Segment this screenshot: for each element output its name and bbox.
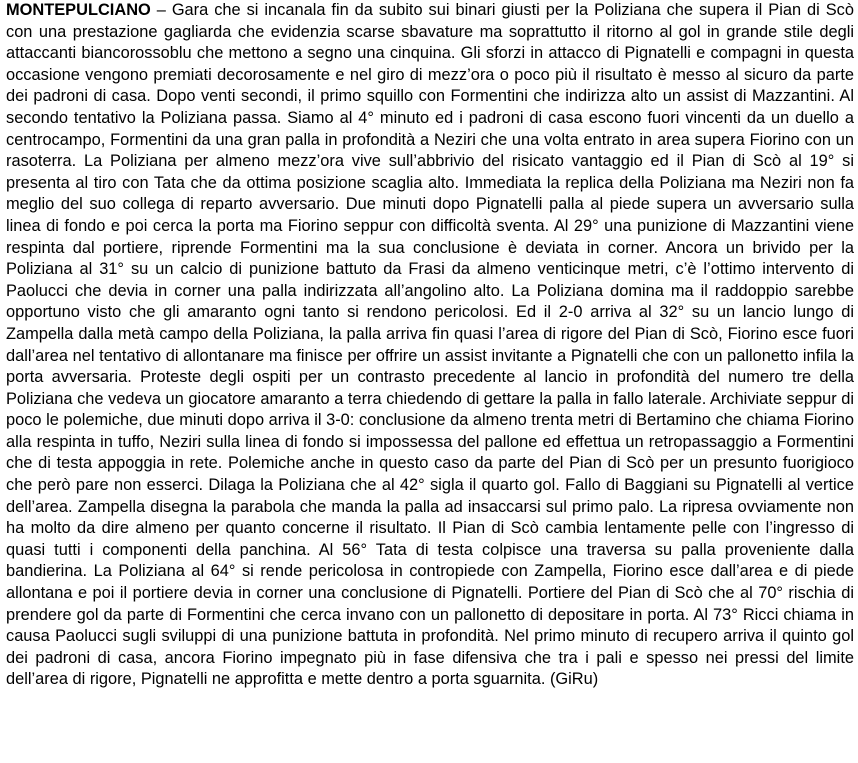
article-dateline: MONTEPULCIANO [6,1,151,19]
dateline-separator: – [150,1,172,19]
article-body: Gara che si incanala fin da subito sui binari giusti per la Poliziana che supera il Pian di Scò con una prestazione gagliarda che evidenzia scarse sbavature ma soprattutto il ritorno al gol in grande stile degli attaccanti biancorossoblu che mettono a segno una cinquina. Gli sforzi in attacco di Pignatelli e compagni in questa occasione vengono premiati decorosamente e nel giro di mezz’ora o poco più il risultato è messo al sicuro da parte dei padroni di casa. Dopo venti secondi, il primo squillo con Formentini che indirizza alto un assist di Mazzantini. Al secondo tentativo la Poliziana passa. Siamo al 4° minuto ed i padroni di casa escono fuori vincenti da un duello a centrocampo, Formentini da una gran palla in profondità a Neziri che una volta entrato in area supera Fiorino con un rasoterra. La Poliziana per almeno mezz’ora vive sull’abbrivio del risicato vantaggio ed il Pian di Scò al 19° si presenta al tiro con Tata che da ottima posizione scaglia alto. Immediata la replica della Poliziana ma Neziri non fa meglio del suo collega di reparto avversario. Due minuti dopo Pignatelli palla al piede supera un avversario sulla linea di fondo e poi cerca la porta ma Fiorino seppur con difficoltà sventa. Al 29° una punizione di Mazzantini viene respinta dal portiere, riprende Formentini ma la sua conclusione è deviata in corner. Ancora un brivido per la Poliziana al 31° su un calcio di punizione battuto da Frasi da almeno venticinque metri, c’è l’ottimo intervento di Paolucci che devia in corner una palla indirizzata all’angolino alto. La Poliziana domina ma il raddoppio sarebbe opportuno visto che gli amaranto ogni tanto si rendono pericolosi. Ed il 2-0 arriva al 32° su un lancio lungo di Zampella dalla metà campo della Poliziana, la palla arriva fin quasi l’area di rigore del Pian di Scò, Fiorino esce fuori dall’area nel tentativo di allontanare ma finisce per offrire un assist invitante a Pignatelli che con un pallonetto infila la porta avversaria. Proteste degli ospiti per un contrasto precedente al lancio in profondità del numero tre della Poliziana che vedeva un giocatore amaranto a terra chiedendo di gettare la palla in fallo laterale. Archiviate seppur di poco le polemiche, due minuti dopo arriva il 3-0: conclusione da almeno trenta metri di Bertamino che chiama Fiorino alla respinta in tuffo, Neziri sulla linea di fondo si impossessa del pallone ed effettua un retropassaggio a Formentini che di testa appoggia in rete. Polemiche anche in questo caso da parte del Pian di Scò per un presunto fuorigioco che però pare non esserci. Dilaga la Poliziana che al 42° sigla il quarto gol. Fallo di Baggiani su Pignatelli al vertice dell’area. Zampella disegna la parabola che manda la palla ad insaccarsi sul primo palo. La ripresa ovviamente non ha molto da dire almeno per quanto concerne il risultato. Il Pian di Scò cambia lentamente pelle con l’ingresso di quasi tutti i componenti della panchina. Al 56° Tata di testa colpisce una traversa su palla proveniente dalla bandierina. La Poliziana al 64° si rende pericolosa in contropiede con Zampella, Fiorino esce dall’area e di piede allontana e poi il portiere devia in corner una conclusione di Pignatelli. Portiere del Pian di Scò che al 70° rischia di prendere gol da parte di Formentini che cerca invano con un pallonetto di depositare in porta. Al 73° Ricci chiama in causa Paolucci sugli sviluppi di una punizione battuta in profondità. Nel primo minuto di recupero arriva il quinto gol dei padroni di casa, ancora Fiorino impegnato più in fase difensiva che tra i pali e spesso nei pressi del limite dell’area di rigore, Pignatelli ne approfitta e mette dentro a porta sguarnita. (GiRu) [6,1,854,689]
article-text [6,0,854,691]
